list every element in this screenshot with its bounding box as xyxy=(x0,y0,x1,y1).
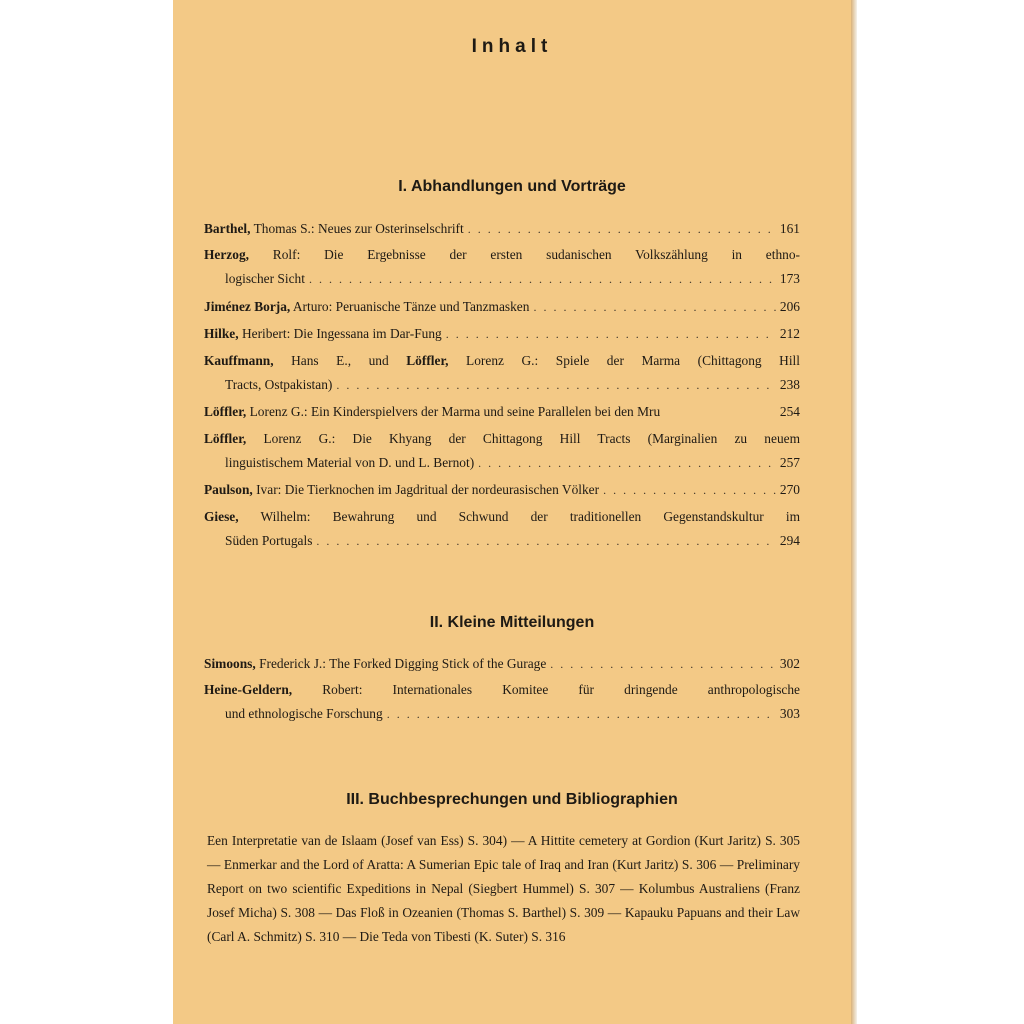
entry-author: Heine-Geldern, xyxy=(204,682,293,697)
entry-page: 161 xyxy=(779,221,800,236)
entry-coauthor: Löffler, xyxy=(406,353,449,368)
entry-title-line1: Lorenz G.: Spiele der Marma (Chittagong Hill xyxy=(448,353,800,368)
toc-entry xyxy=(204,478,800,502)
leader-dots xyxy=(468,217,776,241)
leader-dots xyxy=(603,478,776,502)
leader-dots xyxy=(316,529,775,553)
entry-page: 257 xyxy=(779,455,800,470)
entry-title-line1: Rolf: Die Ergebnisse der ersten sudanischen Volkszählung in ethno- xyxy=(248,247,800,262)
entry-title-line1: Wilhelm: Bewahrung und Schwund der traditionellen Gegenstandskultur im xyxy=(238,509,800,524)
entry-author: Kauffmann, xyxy=(204,353,274,368)
section-heading-buchbesprechungen: III. Buchbesprechungen und Bibliographien xyxy=(346,791,678,808)
entry-title: Thomas S.: Neues zur Osterinselschrift xyxy=(250,221,464,236)
leader-dots xyxy=(478,451,776,475)
toc-entry xyxy=(204,400,800,424)
entries-mitteilungen xyxy=(204,652,800,726)
entry-author: Herzog, xyxy=(204,247,249,262)
reviews-paragraph: Een Interpretatie van de Islaam (Josef van Ess) S. 304) — A Hittite cemetery at Gordion (Kurt Jaritz) S. 305 — Enmerkar and the Lord of Aratta: A Sumerian Epic tale of Iraq and Iran (Kurt Jaritz) S. 306 — Preliminary Report on two scientific Expeditions in Nepal (Siegbert Hummel) S. 307 — Kolumbus Australiens (Franz Josef Micha) S. 308 — Das Floß in Ozeanien (Thomas S. Barthel) S. 309 — Kapauku Papuans and their Law (Carl A. Schmitz) S. 310 — Die Teda von Tibesti (K. Suter) S. 316 xyxy=(207,833,800,944)
entry-title: Heribert: Die Ingessana im Dar-Fung xyxy=(238,326,442,341)
section-heading-mitteilungen: II. Kleine Mitteilungen xyxy=(429,614,595,631)
entry-author: Paulson, xyxy=(204,482,253,497)
entry-title-line2: logischer Sicht xyxy=(225,271,305,286)
entry-page: 303 xyxy=(779,706,800,721)
entry-page: 270 xyxy=(779,482,800,497)
entry-page: 302 xyxy=(779,656,800,671)
entry-page: 238 xyxy=(779,377,800,392)
leader-dots xyxy=(533,295,775,319)
leader-dots xyxy=(446,322,776,346)
leader-dots xyxy=(550,652,776,676)
entry-title-line1: Lorenz G.: Die Khyang der Chittagong Hill Tracts (Marginalien zu neuem xyxy=(246,431,800,446)
toc-entry xyxy=(204,217,800,241)
entry-author: Giese, xyxy=(204,509,239,524)
entry-title-mid: Hans E., und xyxy=(273,353,407,368)
entry-title: Arturo: Peruanische Tänze und Tanzmasken xyxy=(290,299,530,314)
entry-title: Frederick J.: The Forked Digging Stick of the Gurage xyxy=(255,656,547,671)
entry-title-line1: Robert: Internationales Komitee für dringende anthropologische xyxy=(292,682,800,697)
toc-entry xyxy=(204,322,800,346)
entry-title-line2: Süden Portugals xyxy=(225,533,313,548)
page-edge xyxy=(851,0,857,1024)
entry-page: 173 xyxy=(779,271,800,286)
toc-entry xyxy=(204,652,800,676)
toc-entry xyxy=(204,505,800,553)
entry-title-line2: und ethnologische Forschung xyxy=(225,706,383,721)
toc-entry xyxy=(204,243,800,291)
toc-entry xyxy=(204,427,800,475)
toc-entry xyxy=(204,678,800,726)
page-title: Inhalt xyxy=(471,36,553,57)
entry-title: Lorenz G.: Ein Kinderspielvers der Marma und seine Parallelen bei den Mru xyxy=(246,404,661,419)
entry-author: Löffler, xyxy=(204,431,247,446)
entry-title-line2: Tracts, Ostpakistan) xyxy=(225,377,333,392)
toc-entry xyxy=(204,349,800,397)
entry-page: 212 xyxy=(779,326,800,341)
entry-author: Hilke, xyxy=(204,326,239,341)
entries-abhandlungen xyxy=(204,217,800,553)
section-heading-abhandlungen: I. Abhandlungen und Vorträge xyxy=(398,178,626,195)
toc-entry xyxy=(204,295,800,319)
entry-page: 254 xyxy=(779,404,800,419)
entry-author: Simoons, xyxy=(204,656,256,671)
entry-author: Jiménez Borja, xyxy=(204,299,291,314)
entry-author: Barthel, xyxy=(204,221,251,236)
entry-author: Löffler, xyxy=(204,404,247,419)
entry-title-line2: linguistischem Material von D. und L. Bernot) xyxy=(225,455,475,470)
leader-dots xyxy=(309,267,776,291)
entry-title: Ivar: Die Tierknochen im Jagdritual der nordeurasischen Völker xyxy=(252,482,600,497)
leader-dots xyxy=(336,373,776,397)
entry-page: 294 xyxy=(779,533,800,548)
entry-page: 206 xyxy=(779,299,800,314)
leader-dots xyxy=(387,702,776,726)
